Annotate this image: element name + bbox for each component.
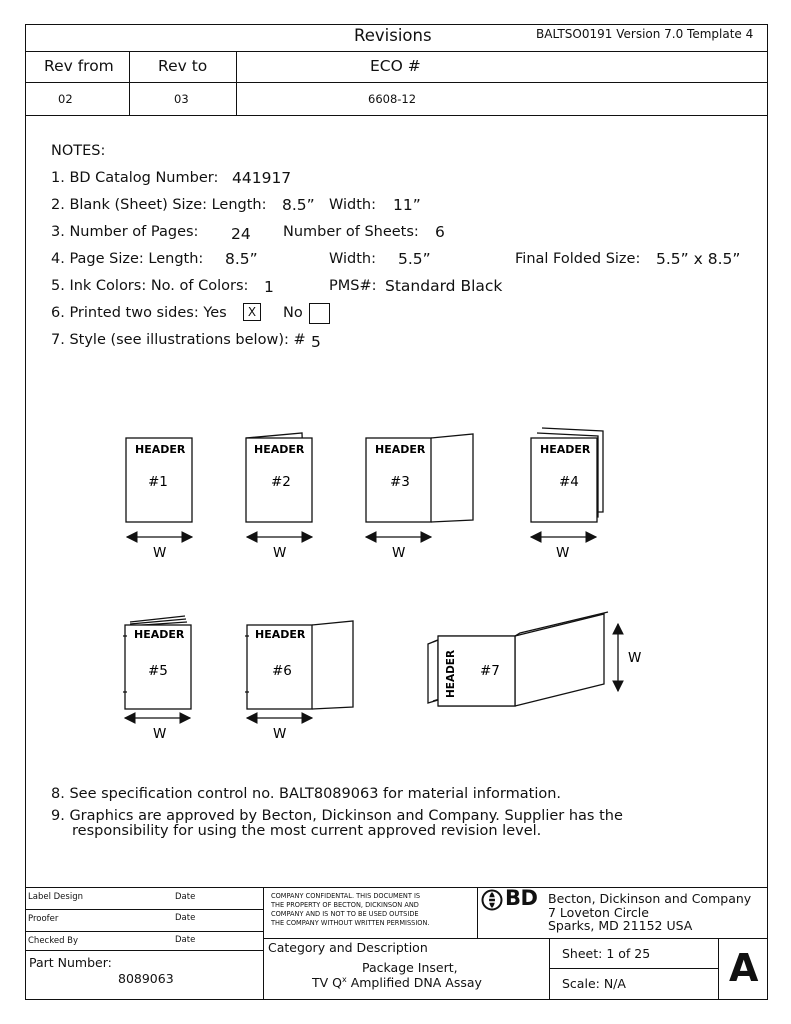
confidential-line-3: COMPANY AND IS NOT TO BE USED OUTSIDE — [271, 910, 419, 918]
company-address-1: 7 Loveton Circle — [548, 905, 649, 920]
style-3-header: HEADER — [375, 443, 426, 456]
proofer-date-label: Date — [175, 913, 196, 923]
title-block-divider-4 — [718, 938, 719, 1000]
rev-to-value: 03 — [174, 92, 189, 106]
page-length: 8.5” — [225, 250, 258, 268]
page-width-label: Width: — [329, 251, 377, 267]
page-count: 24 — [231, 225, 251, 243]
style-4-number: #4 — [559, 474, 579, 490]
note-1-label: 1. BD Catalog Number: — [51, 170, 219, 186]
catalog-number: 441917 — [232, 169, 292, 187]
title-block-divider-3 — [549, 938, 550, 1000]
note-4-label: 4. Page Size: Length: — [51, 251, 204, 267]
style-5-width-label: W — [153, 726, 167, 742]
note-9-line-1: 9. Graphics are approved by Becton, Dickinson and Company. Supplier has the — [51, 808, 623, 824]
category-label: Category and Description — [268, 940, 428, 955]
no-label: No — [283, 305, 303, 321]
description-line-2 — [312, 975, 482, 990]
rev-from-value: 02 — [58, 92, 73, 106]
style-6-header: HEADER — [255, 628, 306, 641]
note-9-line-2: responsibility for using the most current approved revision level. — [72, 823, 542, 839]
pms-label: PMS#: — [329, 278, 377, 294]
title-block-row-rule-3 — [25, 950, 263, 951]
blank-width-label: Width: — [329, 197, 377, 213]
blank-width: 11” — [393, 196, 421, 214]
pms-value: Standard Black — [385, 277, 503, 295]
blank-length: 8.5” — [282, 196, 315, 214]
label-design-date-label: Date — [175, 892, 196, 902]
col-header-eco: ECO # — [370, 57, 421, 75]
style-2-header: HEADER — [254, 443, 305, 456]
label-design-label: Label Design — [28, 892, 83, 902]
description-line-2-post: Amplified DNA Assay — [346, 975, 482, 991]
style-3-width-label: W — [392, 545, 406, 561]
description-line-1: Package Insert, — [362, 960, 458, 975]
note-8: 8. See specification control no. BALT8089063 for material information. — [51, 786, 562, 802]
title-block-top-rule — [25, 887, 768, 888]
company-name: Becton, Dickinson and Company — [548, 891, 752, 906]
note-5-label: 5. Ink Colors: No. of Colors: — [51, 278, 249, 294]
revision-letter: A — [729, 946, 759, 990]
title-block-middle-rule — [263, 938, 768, 939]
proofer-label: Proofer — [28, 914, 59, 924]
description-line-2-sup: x — [342, 975, 347, 984]
col-header-rev-from: Rev from — [44, 57, 114, 75]
checked-by-date-label: Date — [175, 935, 196, 945]
confidential-line-4: THE COMPANY WITHOUT WRITTEN PERMISSION. — [271, 919, 430, 927]
title-block-row-rule-1 — [25, 909, 263, 910]
scale-value: Scale: N/A — [562, 976, 626, 991]
note-3-label: 3. Number of Pages: — [51, 224, 199, 240]
page-width: 5.5” — [398, 250, 431, 268]
style-5-number: #5 — [148, 663, 168, 679]
revisions-title: Revisions — [354, 26, 432, 45]
style-6-width-label: W — [273, 726, 287, 742]
sheet-count: 6 — [435, 223, 445, 241]
style-7-header: HEADER — [445, 649, 457, 698]
title-block-divider-2 — [477, 887, 478, 938]
style-7-width-label: W — [628, 650, 642, 666]
note-6-label: 6. Printed two sides: Yes — [51, 305, 227, 321]
template-id: BALTSO0191 Version 7.0 Template 4 — [536, 27, 754, 41]
part-number-label: Part Number: — [29, 955, 112, 970]
sheets-label: Number of Sheets: — [283, 224, 419, 240]
sheet-scale-rule — [549, 968, 718, 969]
note-7-label: 7. Style (see illustrations below): # — [51, 332, 306, 348]
style-1-width-label: W — [153, 545, 167, 561]
note-2-label: 2. Blank (Sheet) Size: Length: — [51, 197, 267, 213]
style-3-number: #3 — [390, 474, 410, 490]
style-4-header: HEADER — [540, 443, 591, 456]
final-folded-size: 5.5” x 8.5” — [656, 250, 741, 268]
confidential-line-2: THE PROPERTY OF BECTON, DICKINSON AND — [271, 901, 419, 909]
style-2-width-label: W — [273, 545, 287, 561]
style-5-header: HEADER — [134, 628, 185, 641]
style-number: 5 — [311, 333, 321, 351]
style-4-width-label: W — [556, 545, 570, 561]
notes-heading: NOTES: — [51, 143, 106, 159]
final-folded-label: Final Folded Size: — [515, 251, 641, 267]
company-address-2: Sparks, MD 21152 USA — [548, 918, 693, 933]
ink-color-count: 1 — [264, 278, 274, 296]
col-header-rev-to: Rev to — [158, 57, 208, 75]
description-line-2-pre: TV Q — [312, 975, 342, 991]
style-1-number: #1 — [148, 474, 168, 490]
title-block-row-rule-2 — [25, 931, 263, 932]
bd-logo-icon — [481, 889, 503, 911]
sheet-count-value: Sheet: 1 of 25 — [562, 946, 651, 961]
eco-value: 6608-12 — [368, 92, 417, 106]
printed-two-sides-yes-checkbox[interactable]: X — [243, 303, 261, 321]
style-1-header: HEADER — [135, 443, 186, 456]
style-2-number: #2 — [271, 474, 291, 490]
confidential-line-1: COMPANY CONFIDENTAL. THIS DOCUMENT IS — [271, 892, 421, 900]
style-7-number: #7 — [480, 663, 500, 679]
checked-by-label: Checked By — [28, 936, 79, 946]
part-number-value: 8089063 — [118, 971, 174, 986]
bd-logo-text: BD — [505, 886, 538, 910]
title-block-divider-1 — [263, 887, 264, 1000]
style-6-number: #6 — [272, 663, 292, 679]
